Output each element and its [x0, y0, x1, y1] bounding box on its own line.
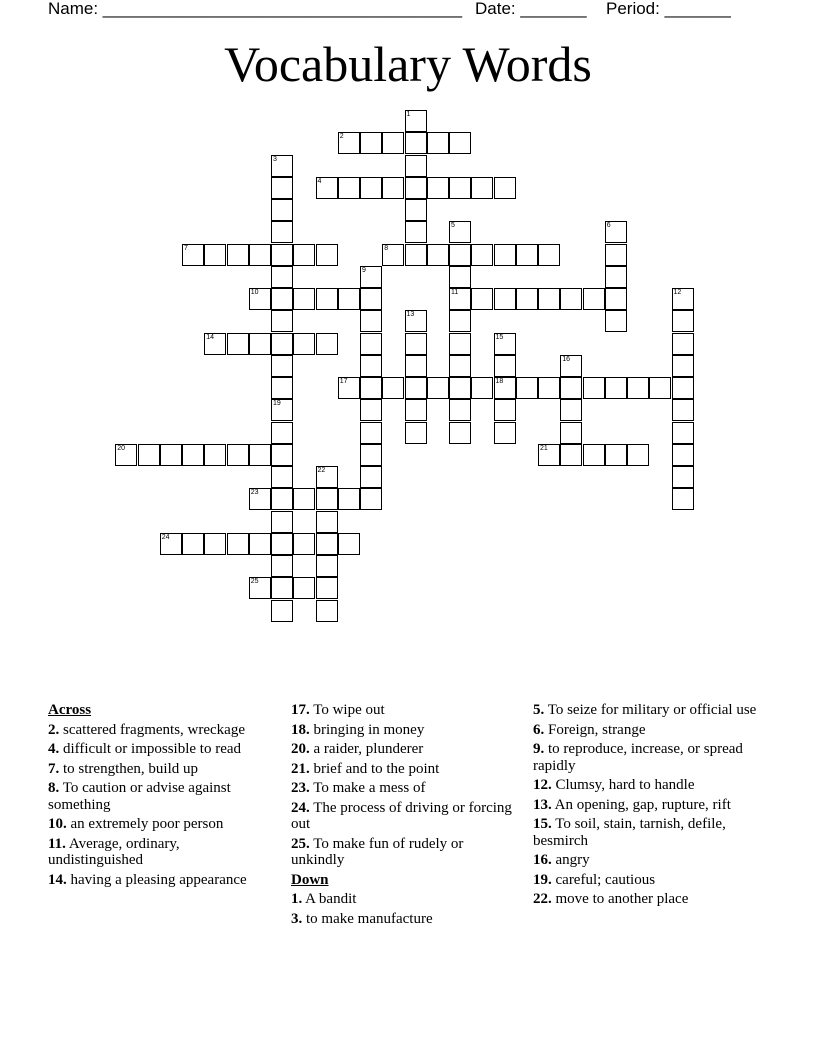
grid-cell[interactable]	[672, 333, 694, 355]
grid-cell[interactable]	[338, 132, 360, 154]
grid-cell[interactable]	[271, 266, 293, 288]
grid-cell[interactable]	[360, 333, 382, 355]
grid-cell[interactable]	[449, 377, 471, 399]
clue-number: 3	[273, 155, 277, 163]
grid-cell[interactable]	[516, 288, 538, 310]
grid-cell[interactable]	[360, 355, 382, 377]
clue-number: 25	[250, 578, 259, 586]
clue-number: 2	[339, 133, 344, 141]
grid-cell[interactable]	[405, 177, 427, 199]
grid-cell[interactable]	[249, 444, 271, 466]
clue-number: 11	[451, 289, 459, 296]
clue-number: 23	[250, 489, 259, 497]
grid-cell[interactable]	[427, 244, 449, 266]
grid-cell[interactable]	[560, 399, 582, 421]
grid-cell[interactable]	[293, 577, 315, 599]
grid-cell[interactable]	[405, 377, 427, 399]
clue-text: scattered fragments, wreckage	[59, 721, 245, 738]
clue-number: 12.	[533, 777, 552, 793]
grid-cell[interactable]	[449, 266, 471, 288]
clue-number: 1.	[291, 891, 303, 907]
grid-cell[interactable]	[560, 377, 582, 399]
clue-number: 18	[495, 378, 504, 385]
grid-cell[interactable]	[405, 333, 427, 355]
grid-cell[interactable]	[382, 132, 404, 154]
clue-number: 3.	[291, 910, 303, 927]
grid-cell[interactable]	[382, 244, 404, 266]
grid-cell[interactable]	[449, 177, 471, 199]
grid-cell[interactable]	[494, 377, 516, 399]
clue-text: difficult or impossible to read	[59, 741, 242, 757]
grid-cell[interactable]	[360, 288, 382, 310]
clue-number: 13.	[533, 796, 552, 813]
clue-text: Clumsy, hard to handle	[551, 777, 695, 793]
grid-cell[interactable]	[605, 444, 627, 466]
grid-cell[interactable]	[405, 310, 427, 332]
clue-number: 4.	[48, 741, 60, 757]
grid-cell[interactable]	[494, 177, 516, 199]
clue-number: 15	[495, 333, 504, 341]
grid-cell[interactable]	[382, 177, 404, 199]
grid-cell[interactable]	[449, 132, 471, 154]
across-clue	[291, 780, 516, 797]
grid-cell[interactable]	[649, 377, 671, 399]
grid-cell[interactable]	[627, 377, 649, 399]
grid-cell[interactable]	[538, 377, 560, 399]
period-field[interactable]: Period: _______	[606, 0, 731, 18]
grid-cell[interactable]	[405, 399, 427, 421]
grid-cell[interactable]	[560, 288, 582, 310]
clue-number: 14	[206, 333, 215, 341]
clue-number: 9	[362, 266, 366, 274]
across-clue	[48, 741, 273, 758]
grid-cell[interactable]	[405, 422, 427, 444]
clue-number: 22	[317, 467, 326, 474]
clue-number: 15.	[533, 816, 552, 832]
clue-number: 2.	[48, 721, 60, 738]
clue-number: 22.	[533, 891, 552, 907]
grid-cell[interactable]	[405, 155, 427, 177]
grid-cell[interactable]	[449, 399, 471, 421]
grid-cell[interactable]	[293, 533, 315, 555]
across-clue	[291, 836, 516, 869]
across-clue	[291, 741, 516, 758]
grid-cell[interactable]	[271, 555, 293, 577]
grid-cell[interactable]	[560, 422, 582, 444]
name-field[interactable]: Name: ______________________________________	[48, 0, 463, 18]
across-clue	[48, 780, 273, 813]
grid-cell[interactable]	[316, 244, 338, 266]
grid-cell[interactable]	[160, 533, 182, 555]
grid-cell[interactable]	[449, 244, 471, 266]
down-clue	[291, 911, 516, 928]
grid-cell[interactable]	[405, 132, 427, 154]
grid-cell[interactable]	[271, 199, 293, 221]
grid-cell[interactable]	[316, 488, 338, 510]
clue-text: To make a mess of	[309, 780, 426, 796]
grid-cell[interactable]	[316, 288, 338, 310]
grid-cell[interactable]	[471, 288, 493, 310]
clue-text: To soil, stain, tarnish, defile, besmirch	[533, 816, 726, 849]
grid-cell[interactable]	[605, 266, 627, 288]
grid-cell[interactable]	[360, 377, 382, 399]
grid-cell[interactable]	[494, 355, 516, 377]
grid-cell[interactable]	[316, 333, 338, 355]
clue-number: 9.	[533, 741, 545, 757]
clue-number: 24.	[291, 799, 310, 816]
grid-cell[interactable]	[672, 310, 694, 332]
grid-cell[interactable]	[382, 377, 404, 399]
grid-cell[interactable]	[271, 488, 293, 510]
grid-cell[interactable]	[271, 511, 293, 533]
clue-text: careful; cautious	[551, 871, 656, 888]
clue-text: a raider, plunderer	[309, 741, 424, 757]
down-clue	[291, 891, 516, 908]
grid-cell[interactable]	[494, 333, 516, 355]
clue-text: to make manufacture	[302, 910, 433, 927]
down-heading: Down	[291, 871, 329, 888]
grid-cell[interactable]	[249, 244, 271, 266]
grid-cell[interactable]	[494, 399, 516, 421]
clues-column-3	[533, 702, 773, 911]
across-clue	[48, 761, 273, 778]
grid-cell[interactable]	[494, 288, 516, 310]
grid-cell[interactable]	[672, 466, 694, 488]
clue-number: 20.	[291, 741, 310, 757]
clue-text: Average, ordinary, undistinguished	[48, 835, 180, 868]
grid-cell[interactable]	[316, 533, 338, 555]
clue-number: 6	[606, 222, 611, 230]
grid-cell[interactable]	[360, 444, 382, 466]
grid-cell[interactable]	[449, 422, 471, 444]
across-clue	[291, 761, 516, 778]
grid-cell[interactable]	[160, 444, 182, 466]
grid-cell[interactable]	[316, 577, 338, 599]
grid-cell[interactable]	[249, 533, 271, 555]
across-clue	[291, 800, 516, 833]
clue-text: A bandit	[302, 891, 357, 907]
grid-cell[interactable]	[293, 333, 315, 355]
across-clue	[291, 722, 516, 739]
down-clue	[533, 797, 773, 814]
grid-cell[interactable]	[405, 244, 427, 266]
grid-cell[interactable]	[405, 221, 427, 243]
grid-cell[interactable]	[427, 177, 449, 199]
grid-cell[interactable]	[405, 199, 427, 221]
grid-cell[interactable]	[672, 355, 694, 377]
grid-cell[interactable]	[560, 355, 582, 377]
clue-number: 11.	[48, 835, 66, 852]
clue-number: 6.	[533, 721, 545, 738]
grid-cell[interactable]	[227, 444, 249, 466]
grid-cell[interactable]	[271, 333, 293, 355]
across-clue	[48, 836, 273, 869]
grid-cell[interactable]	[471, 377, 493, 399]
grid-cell[interactable]	[338, 177, 360, 199]
clue-number: 23.	[291, 780, 310, 796]
down-clue	[533, 722, 773, 739]
grid-cell[interactable]	[672, 422, 694, 444]
grid-cell[interactable]	[271, 466, 293, 488]
down-clue	[533, 777, 773, 794]
grid-cell[interactable]	[271, 577, 293, 599]
clue-text: an extremely poor person	[66, 816, 224, 832]
grid-cell[interactable]	[449, 288, 471, 310]
grid-cell[interactable]	[271, 355, 293, 377]
grid-cell[interactable]	[338, 288, 360, 310]
clue-number: 20	[117, 444, 126, 452]
clue-text: having a pleasing appearance	[66, 871, 247, 888]
clue-number: 21.	[291, 760, 310, 777]
clue-number: 5.	[533, 702, 545, 718]
down-clue	[533, 741, 773, 774]
grid-cell[interactable]	[249, 333, 271, 355]
grid-cell[interactable]	[249, 577, 271, 599]
clue-text: Foreign, strange	[544, 721, 646, 738]
clue-number: 7.	[48, 760, 60, 777]
grid-cell[interactable]	[271, 221, 293, 243]
grid-cell[interactable]	[249, 288, 271, 310]
grid-cell[interactable]	[605, 244, 627, 266]
clue-number: 12	[673, 289, 682, 296]
grid-cell[interactable]	[427, 132, 449, 154]
grid-cell[interactable]	[271, 177, 293, 199]
grid-cell[interactable]	[471, 244, 493, 266]
clue-number: 16.	[533, 852, 552, 868]
clue-text: bringing in money	[309, 721, 425, 738]
clue-number: 25.	[291, 835, 310, 852]
grid-cell[interactable]	[405, 110, 427, 132]
clue-text: To caution or advise against something	[48, 780, 231, 813]
grid-cell[interactable]	[227, 244, 249, 266]
grid-cell[interactable]	[583, 288, 605, 310]
grid-cell[interactable]	[605, 310, 627, 332]
grid-cell[interactable]	[627, 444, 649, 466]
across-clue	[48, 816, 273, 833]
grid-cell[interactable]	[360, 132, 382, 154]
grid-cell[interactable]	[360, 422, 382, 444]
grid-cell[interactable]	[204, 444, 226, 466]
clue-number: 10	[250, 289, 259, 296]
grid-cell[interactable]	[204, 244, 226, 266]
clue-number: 17	[339, 378, 348, 385]
grid-cell[interactable]	[583, 377, 605, 399]
grid-cell[interactable]	[271, 600, 293, 622]
grid-cell[interactable]	[271, 377, 293, 399]
clue-number: 10.	[48, 816, 67, 832]
grid-cell[interactable]	[293, 244, 315, 266]
grid-cell[interactable]	[138, 444, 160, 466]
grid-cell[interactable]	[338, 377, 360, 399]
grid-cell[interactable]	[360, 177, 382, 199]
grid-cell[interactable]	[516, 244, 538, 266]
grid-cell[interactable]	[204, 533, 226, 555]
grid-cell[interactable]	[360, 310, 382, 332]
down-clue	[533, 891, 773, 908]
across-heading: Across	[48, 702, 92, 718]
date-field[interactable]: Date: _______	[475, 0, 587, 18]
down-clue	[533, 872, 773, 889]
grid-cell[interactable]	[271, 422, 293, 444]
grid-cell[interactable]	[360, 399, 382, 421]
grid-cell[interactable]	[672, 288, 694, 310]
grid-cell[interactable]	[672, 377, 694, 399]
grid-cell[interactable]	[271, 244, 293, 266]
grid-cell[interactable]	[516, 377, 538, 399]
grid-cell[interactable]	[115, 444, 137, 466]
grid-cell[interactable]	[538, 288, 560, 310]
grid-cell[interactable]	[449, 333, 471, 355]
clue-text: to strengthen, build up	[59, 760, 198, 777]
grid-cell[interactable]	[560, 444, 582, 466]
clue-number: 24	[161, 533, 170, 541]
grid-cell[interactable]	[538, 444, 560, 466]
clue-number: 16	[562, 355, 571, 363]
grid-cell[interactable]	[204, 333, 226, 355]
clue-number: 17.	[291, 702, 310, 718]
clue-text: To wipe out	[309, 702, 385, 718]
clue-text: angry	[551, 852, 590, 868]
grid-cell[interactable]	[338, 488, 360, 510]
grid-cell[interactable]	[538, 244, 560, 266]
grid-cell[interactable]	[271, 533, 293, 555]
clue-text: move to another place	[551, 891, 689, 907]
grid-cell[interactable]	[605, 288, 627, 310]
grid-cell[interactable]	[672, 488, 694, 510]
clue-number: 19.	[533, 871, 552, 888]
clue-number: 18.	[291, 721, 310, 738]
grid-cell[interactable]	[271, 155, 293, 177]
grid-cell[interactable]	[316, 177, 338, 199]
grid-cell[interactable]	[449, 310, 471, 332]
grid-cell[interactable]	[494, 244, 516, 266]
clue-text: An opening, gap, rupture, rift	[551, 796, 731, 813]
grid-cell[interactable]	[672, 399, 694, 421]
grid-cell[interactable]	[605, 377, 627, 399]
grid-cell[interactable]	[182, 444, 204, 466]
clue-text: The process of driving or forcing out	[291, 799, 512, 832]
grid-cell[interactable]	[293, 288, 315, 310]
grid-cell[interactable]	[449, 221, 471, 243]
grid-cell[interactable]	[427, 377, 449, 399]
clue-number: 5	[451, 222, 455, 230]
grid-cell[interactable]	[494, 422, 516, 444]
clue-number: 13	[406, 311, 415, 319]
grid-cell[interactable]	[360, 466, 382, 488]
clue-text: to reproduce, increase, or spread rapidly	[533, 741, 743, 774]
grid-cell[interactable]	[449, 355, 471, 377]
grid-cell[interactable]	[227, 533, 249, 555]
clues-column-1	[48, 702, 273, 891]
clue-text: To seize for military or official use	[544, 702, 757, 718]
down-clue	[533, 702, 773, 719]
grid-cell[interactable]	[360, 266, 382, 288]
page-title: Vocabulary Words	[224, 36, 592, 92]
clue-text: brief and to the point	[309, 760, 440, 777]
grid-cell[interactable]	[182, 533, 204, 555]
grid-cell[interactable]	[338, 533, 360, 555]
clue-text: To make fun of rudely or unkindly	[291, 835, 464, 868]
clue-number: 7	[184, 244, 188, 252]
grid-cell[interactable]	[605, 221, 627, 243]
clue-number: 1	[406, 111, 411, 118]
clue-number: 8.	[48, 780, 60, 796]
across-clue	[291, 702, 516, 719]
grid-cell[interactable]	[316, 511, 338, 533]
grid-cell[interactable]	[227, 333, 249, 355]
grid-cell[interactable]	[249, 488, 271, 510]
clue-number: 4	[317, 177, 322, 185]
clue-number: 8	[384, 244, 389, 252]
across-clue	[48, 722, 273, 739]
grid-cell[interactable]	[271, 444, 293, 466]
grid-cell[interactable]	[316, 600, 338, 622]
grid-cell[interactable]	[271, 310, 293, 332]
grid-cell[interactable]	[271, 288, 293, 310]
clue-number: 14.	[48, 871, 67, 888]
clues-column-2	[291, 702, 516, 930]
grid-cell[interactable]	[316, 555, 338, 577]
clue-number: 21	[540, 444, 548, 452]
grid-cell[interactable]	[293, 488, 315, 510]
clue-number: 19	[273, 400, 281, 408]
grid-cell[interactable]	[271, 399, 293, 421]
down-clue	[533, 852, 773, 869]
grid-cell[interactable]	[405, 355, 427, 377]
across-clue	[48, 872, 273, 889]
grid-cell[interactable]	[360, 488, 382, 510]
grid-cell[interactable]	[316, 466, 338, 488]
grid-cell[interactable]	[471, 177, 493, 199]
grid-cell[interactable]	[182, 244, 204, 266]
down-clue	[533, 816, 773, 849]
grid-cell[interactable]	[672, 444, 694, 466]
grid-cell[interactable]	[583, 444, 605, 466]
